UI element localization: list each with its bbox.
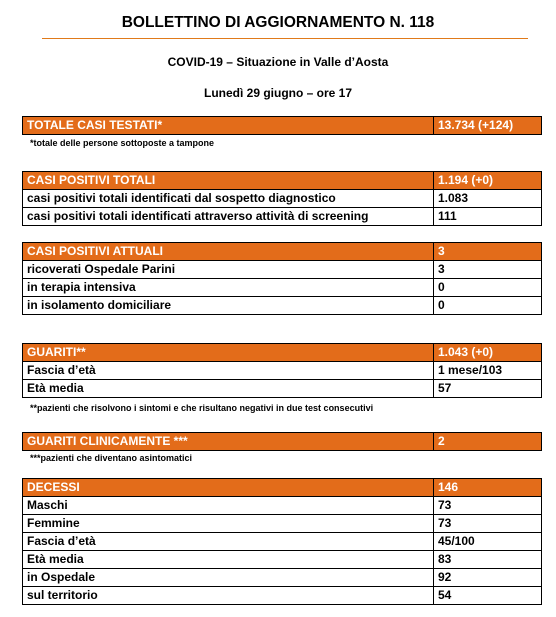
table-header-row [23, 117, 542, 135]
row-label: in Ospedale [23, 569, 434, 587]
row-value: 54 [434, 587, 542, 605]
table-row [23, 261, 542, 279]
bulletin-date: Lunedì 29 giugno – ore 17 [203, 86, 353, 100]
guariti-value: 1.043 (+0) [434, 344, 542, 362]
table-row [23, 587, 542, 605]
totale-label: TOTALE CASI TESTATI* [23, 117, 434, 135]
row-value: 83 [434, 551, 542, 569]
row-value: 1 mese/103 [434, 362, 542, 380]
row-label: Età media [23, 380, 434, 398]
row-label: Fascia d’età [23, 533, 434, 551]
row-value: 45/100 [434, 533, 542, 551]
table-row [23, 569, 542, 587]
table-casi-positivi-attuali [22, 242, 542, 315]
table-row [23, 190, 542, 208]
row-label: sul territorio [23, 587, 434, 605]
table-header-row [23, 344, 542, 362]
table-row [23, 533, 542, 551]
row-label: casi positivi totali identificati attraverso attività di screening [23, 208, 434, 226]
row-value: 0 [434, 297, 542, 315]
table-header-row [23, 172, 542, 190]
table-guariti [22, 343, 542, 398]
row-value: 1.083 [434, 190, 542, 208]
table-header-row [23, 479, 542, 497]
positivi-attuali-value: 3 [434, 243, 542, 261]
positivi-totali-label: CASI POSITIVI TOTALI [23, 172, 434, 190]
table-totale-casi-testati [22, 116, 542, 135]
row-label: Maschi [23, 497, 434, 515]
row-label: Femmine [23, 515, 434, 533]
table-row [23, 208, 542, 226]
table-guariti-clinicamente [22, 432, 542, 451]
table-header-row [23, 243, 542, 261]
table-row [23, 279, 542, 297]
decessi-label: DECESSI [23, 479, 434, 497]
table-row [23, 497, 542, 515]
row-value: 57 [434, 380, 542, 398]
row-value: 73 [434, 497, 542, 515]
table-row [23, 515, 542, 533]
positivi-attuali-label: CASI POSITIVI ATTUALI [23, 243, 434, 261]
table-row [23, 297, 542, 315]
positivi-totali-value: 1.194 (+0) [434, 172, 542, 190]
guariti-footnote: **pazienti che risolvono i sintomi e che risultano negativi in due test consecutivi [30, 403, 374, 413]
title-underline [42, 38, 528, 39]
guariti-label: GUARITI** [23, 344, 434, 362]
guariti-clinicamente-label: GUARITI CLINICAMENTE *** [23, 433, 434, 451]
decessi-value: 146 [434, 479, 542, 497]
row-value: 0 [434, 279, 542, 297]
row-label: Fascia d’età [23, 362, 434, 380]
table-row [23, 362, 542, 380]
row-label: in terapia intensiva [23, 279, 434, 297]
row-value: 111 [434, 208, 542, 226]
table-row [23, 380, 542, 398]
row-label: ricoverati Ospedale Parini [23, 261, 434, 279]
bulletin-title: BOLLETTINO DI AGGIORNAMENTO N. 118 [121, 14, 435, 31]
table-row [23, 551, 542, 569]
totale-value: 13.734 (+124) [434, 117, 542, 135]
table-header-row [23, 433, 542, 451]
table-decessi [22, 478, 542, 605]
row-value: 73 [434, 515, 542, 533]
table-casi-positivi-totali [22, 171, 542, 226]
row-label: casi positivi totali identificati dal sospetto diagnostico [23, 190, 434, 208]
bulletin-subtitle: COVID-19 – Situazione in Valle d’Aosta [167, 55, 389, 69]
row-value: 3 [434, 261, 542, 279]
row-label: in isolamento domiciliare [23, 297, 434, 315]
row-label: Età media [23, 551, 434, 569]
totale-footnote: *totale delle persone sottoposte a tampone [30, 138, 215, 148]
guariti-clinicamente-value: 2 [434, 433, 542, 451]
guariti-clinicamente-footnote: ***pazienti che diventano asintomatici [30, 453, 193, 463]
row-value: 92 [434, 569, 542, 587]
